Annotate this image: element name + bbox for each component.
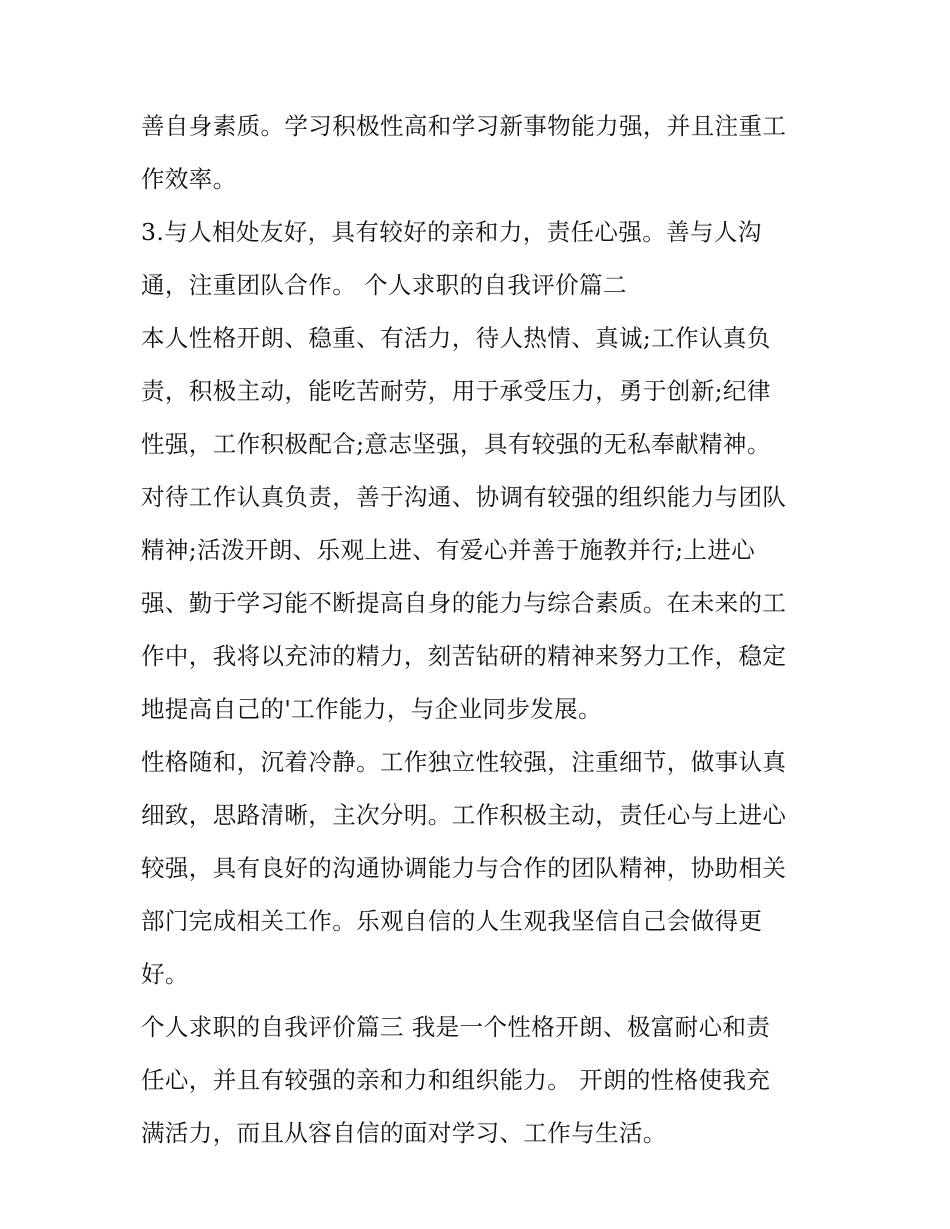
text-line: 作中，我将以充沛的精力，刻苦钻研的精神来努力工作，稳定 [141,642,787,670]
text-line: 个人求职的自我评价篇三 我是一个性格开朗、极富耐心和责 [141,1013,771,1041]
text-line: 作效率。 [141,165,237,193]
text-line: 好。 [141,960,189,988]
text-line: 善自身素质。学习积极性高和学习新事物能力强，并且注重工 [141,112,787,140]
text-line: 对待工作认真负责，善于沟通、协调有较强的组织能力与团队 [141,483,787,511]
text-line: 精神;活泼开朗、乐观上进、有爱心并善于施教并行;上进心 [141,536,756,564]
text-line: 较强，具有良好的沟通协调能力与合作的团队精神，协助相关 [141,854,787,882]
text-line: 任心，并且有较强的亲和力和组织能力。 开朗的性格使我充 [141,1066,771,1094]
document-body [141,100,821,1160]
text-line: 性格随和，沉着冷静。工作独立性较强，注重细节，做事认真 [141,748,787,776]
text-line: 本人性格开朗、稳重、有活力，待人热情、真诚;工作认真负 [141,324,771,352]
text-line: 责，积极主动，能吃苦耐劳，用于承受压力，勇于创新;纪律 [141,377,771,405]
text-line: 部门完成相关工作。乐观自信的人生观我坚信自己会做得更 [141,907,763,935]
text-line: 满活力，而且从容自信的面对学习、工作与生活。 [141,1119,667,1147]
text-line: 地提高自己的'工作能力，与企业同步发展。 [141,695,602,723]
text-line: 性强，工作积极配合;意志坚强，具有较强的无私奉献精神。 [141,430,771,458]
text-line: 强、勤于学习能不断提高自身的能力与综合素质。在未来的工 [141,589,787,617]
text-line: 细致，思路清晰，主次分明。工作积极主动，责任心与上进心 [141,801,787,829]
text-line: 3.与人相处友好，具有较好的亲和力，责任心强。善与人沟 [141,218,762,246]
text-line: 通，注重团队合作。 个人求职的自我评价篇二 [141,271,627,299]
